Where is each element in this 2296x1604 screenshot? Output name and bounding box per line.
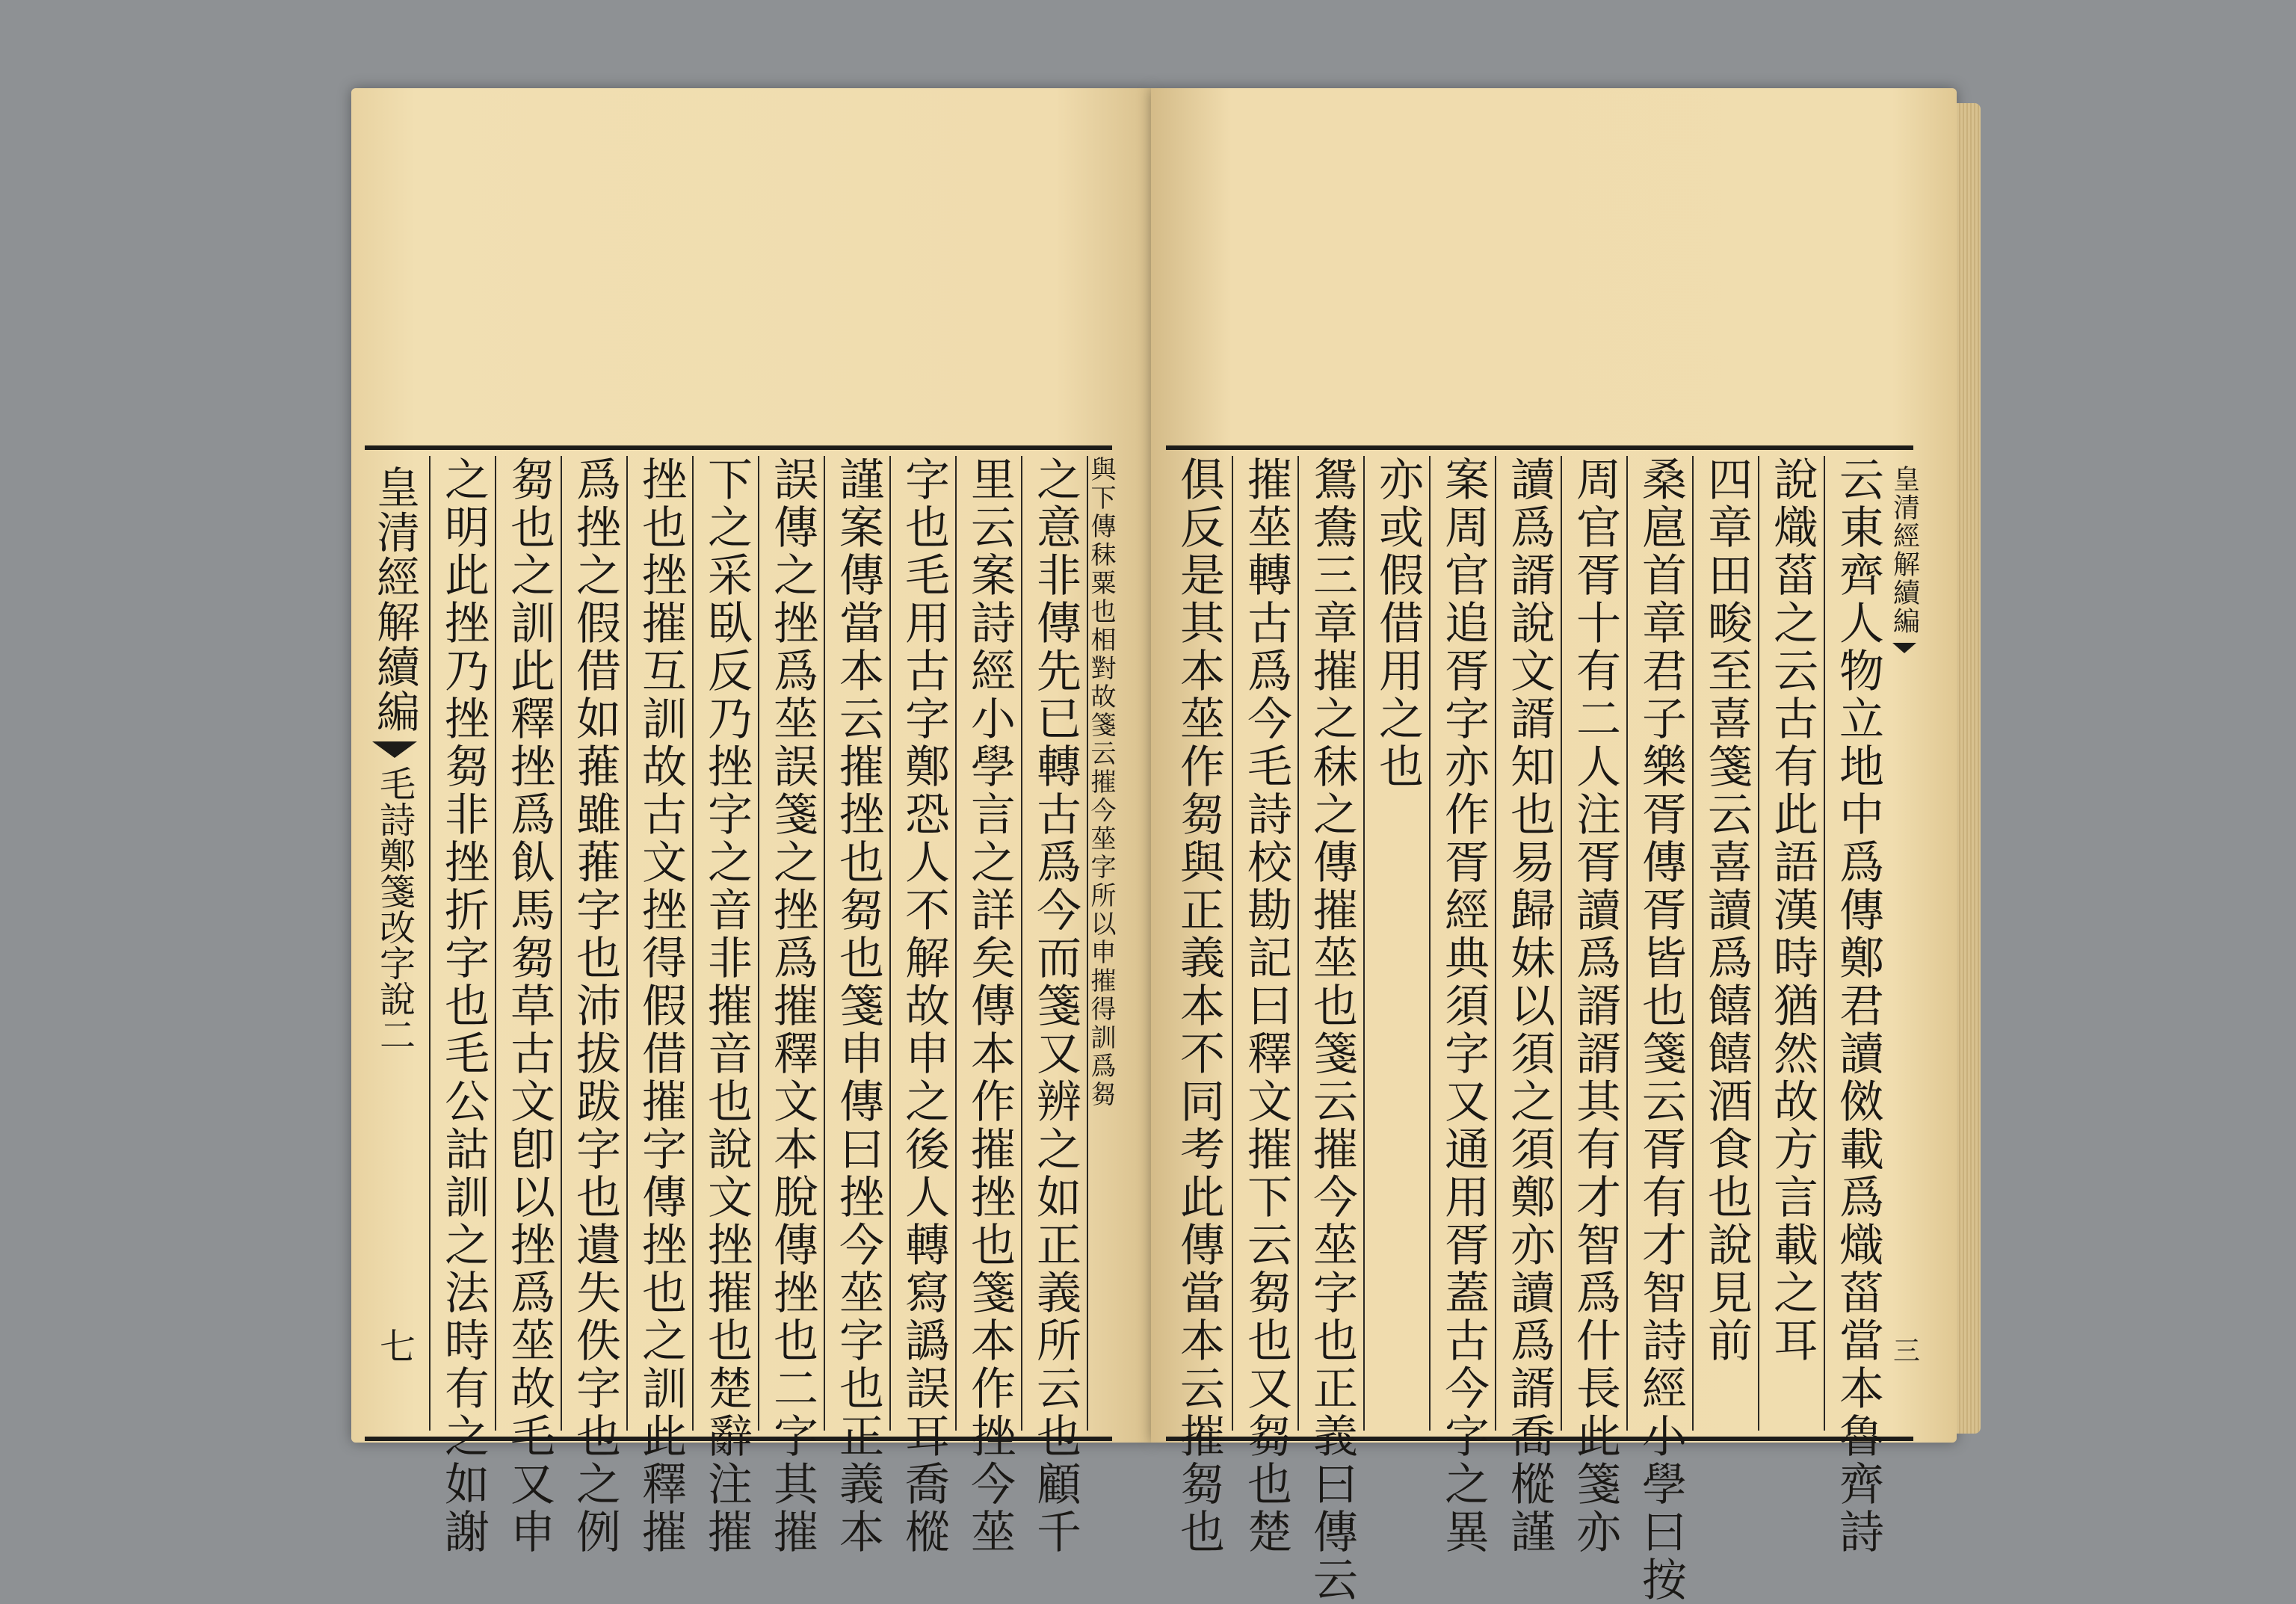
column-text: 芻也之訓此釋挫爲飤馬芻草古文卽以挫爲莝故毛又申 bbox=[503, 456, 555, 1556]
column-text: 摧莝轉古爲今毛詩校勘記曰釋文摧下云芻也又芻也楚 bbox=[1240, 456, 1292, 1556]
running-title: 皇清經解續編 bbox=[1889, 465, 1920, 635]
text-column bbox=[429, 456, 496, 1556]
text-column bbox=[1087, 456, 1114, 1431]
text-column bbox=[692, 456, 759, 1556]
text-column bbox=[626, 456, 694, 1556]
text-column bbox=[1232, 456, 1299, 1556]
column-text: 亦或假借用之也 bbox=[1371, 456, 1424, 791]
column-text: 周官胥十有二人注胥讀爲諝諝其有才智爲什長此箋亦 bbox=[1569, 456, 1621, 1556]
right-page bbox=[1151, 88, 1957, 1604]
column-text: 下之采臥反乃挫字之音非摧音也說文挫摧也楚辭注摧 bbox=[700, 456, 753, 1556]
text-column bbox=[1297, 456, 1365, 1604]
text-column bbox=[1561, 456, 1628, 1556]
text-column bbox=[889, 456, 957, 1556]
text-column bbox=[758, 456, 825, 1556]
column-text: 謹案傳當本云摧挫也芻也箋申傳曰挫今莝字也正義本 bbox=[832, 456, 884, 1556]
column-text: 挫也挫摧互訓故古文挫得假借摧字傳挫也之訓此釋摧 bbox=[635, 456, 687, 1556]
text-column bbox=[1758, 456, 1825, 1431]
column-text: 桑扈首章君子樂胥傳胥皆也箋云胥有才智詩經小學曰按 bbox=[1635, 456, 1687, 1604]
section-title: 毛詩鄭箋改字說二 bbox=[373, 765, 416, 1052]
left-page bbox=[351, 88, 1151, 1556]
column-text: 誤傳之挫爲莝誤箋之挫爲摧釋文本脫傳挫也二字其摧 bbox=[766, 456, 818, 1556]
column-text: 之意非傳先已轉古爲今而箋又辨之如正義所云也顧千 bbox=[1029, 456, 1081, 1556]
column-text: 里云案詩經小學言之詳矣傳本作摧挫也箋本作挫今莝 bbox=[963, 456, 1016, 1556]
left-text-frame bbox=[365, 445, 1116, 1556]
column-text: 四章田畯至喜箋云喜讀爲饎饎酒食也說見前 bbox=[1700, 456, 1753, 1365]
column-text: 鴛鴦三章摧之秣之傳摧莝也箋云摧今莝字也正義曰傳云 bbox=[1306, 456, 1358, 1604]
text-column bbox=[1495, 456, 1562, 1556]
text-column bbox=[1363, 456, 1431, 1431]
text-column bbox=[495, 456, 562, 1556]
text-column bbox=[1692, 456, 1759, 1431]
text-column bbox=[1626, 456, 1694, 1604]
column-text: 讀爲諝說文諝知也易歸妹以須之須鄭亦讀爲諝喬樅謹 bbox=[1503, 456, 1555, 1556]
fish-tail-mark bbox=[372, 741, 417, 758]
column-text: 案周官追胥字亦作胥經典須字又通用胥蓋古今字之異 bbox=[1437, 456, 1490, 1556]
text-column bbox=[1824, 456, 1891, 1556]
text-column bbox=[561, 456, 628, 1556]
fish-tail-mark bbox=[1892, 643, 1916, 653]
right-page-margin-title bbox=[1889, 456, 1919, 1431]
column-text: 俱反是其本莝作芻與正義本不同考此傳當本云摧芻也 bbox=[1173, 456, 1225, 1556]
text-column bbox=[955, 456, 1022, 1556]
column-text: 云東齊人物立地中爲傳鄭君讀傚載爲熾菑當本魯齊詩 bbox=[1832, 456, 1884, 1556]
column-text: 與下傳秣粟也相對故箋云摧今莝字所以申摧得訓爲芻 bbox=[1086, 456, 1116, 1109]
column-text: 爲挫之假借如蓷雖蓷字也沛拔跋字也遺失佚字也之例 bbox=[569, 456, 621, 1556]
column-text: 說熾菑之云古有此語漢時猶然故方言載之耳 bbox=[1766, 456, 1818, 1365]
right-text-frame bbox=[1166, 445, 1920, 1604]
column-text: 字也毛用古字鄭恐人不解故申之後人轉寫譌誤耳喬樅 bbox=[898, 456, 950, 1556]
running-title: 皇清經解續編 bbox=[369, 465, 420, 734]
left-page-margin-title bbox=[360, 456, 429, 1431]
text-column bbox=[824, 456, 891, 1556]
page-number: 七 bbox=[373, 1327, 416, 1363]
page-edges bbox=[1957, 103, 1981, 1434]
text-column bbox=[1021, 456, 1088, 1556]
page-number: 三 bbox=[1889, 1336, 1920, 1363]
open-book bbox=[351, 88, 1981, 1604]
text-column bbox=[1429, 456, 1496, 1556]
text-column bbox=[1166, 456, 1232, 1556]
column-text: 之明此挫乃挫芻非挫折字也毛公詁訓之法時有之如謝 bbox=[437, 456, 490, 1556]
